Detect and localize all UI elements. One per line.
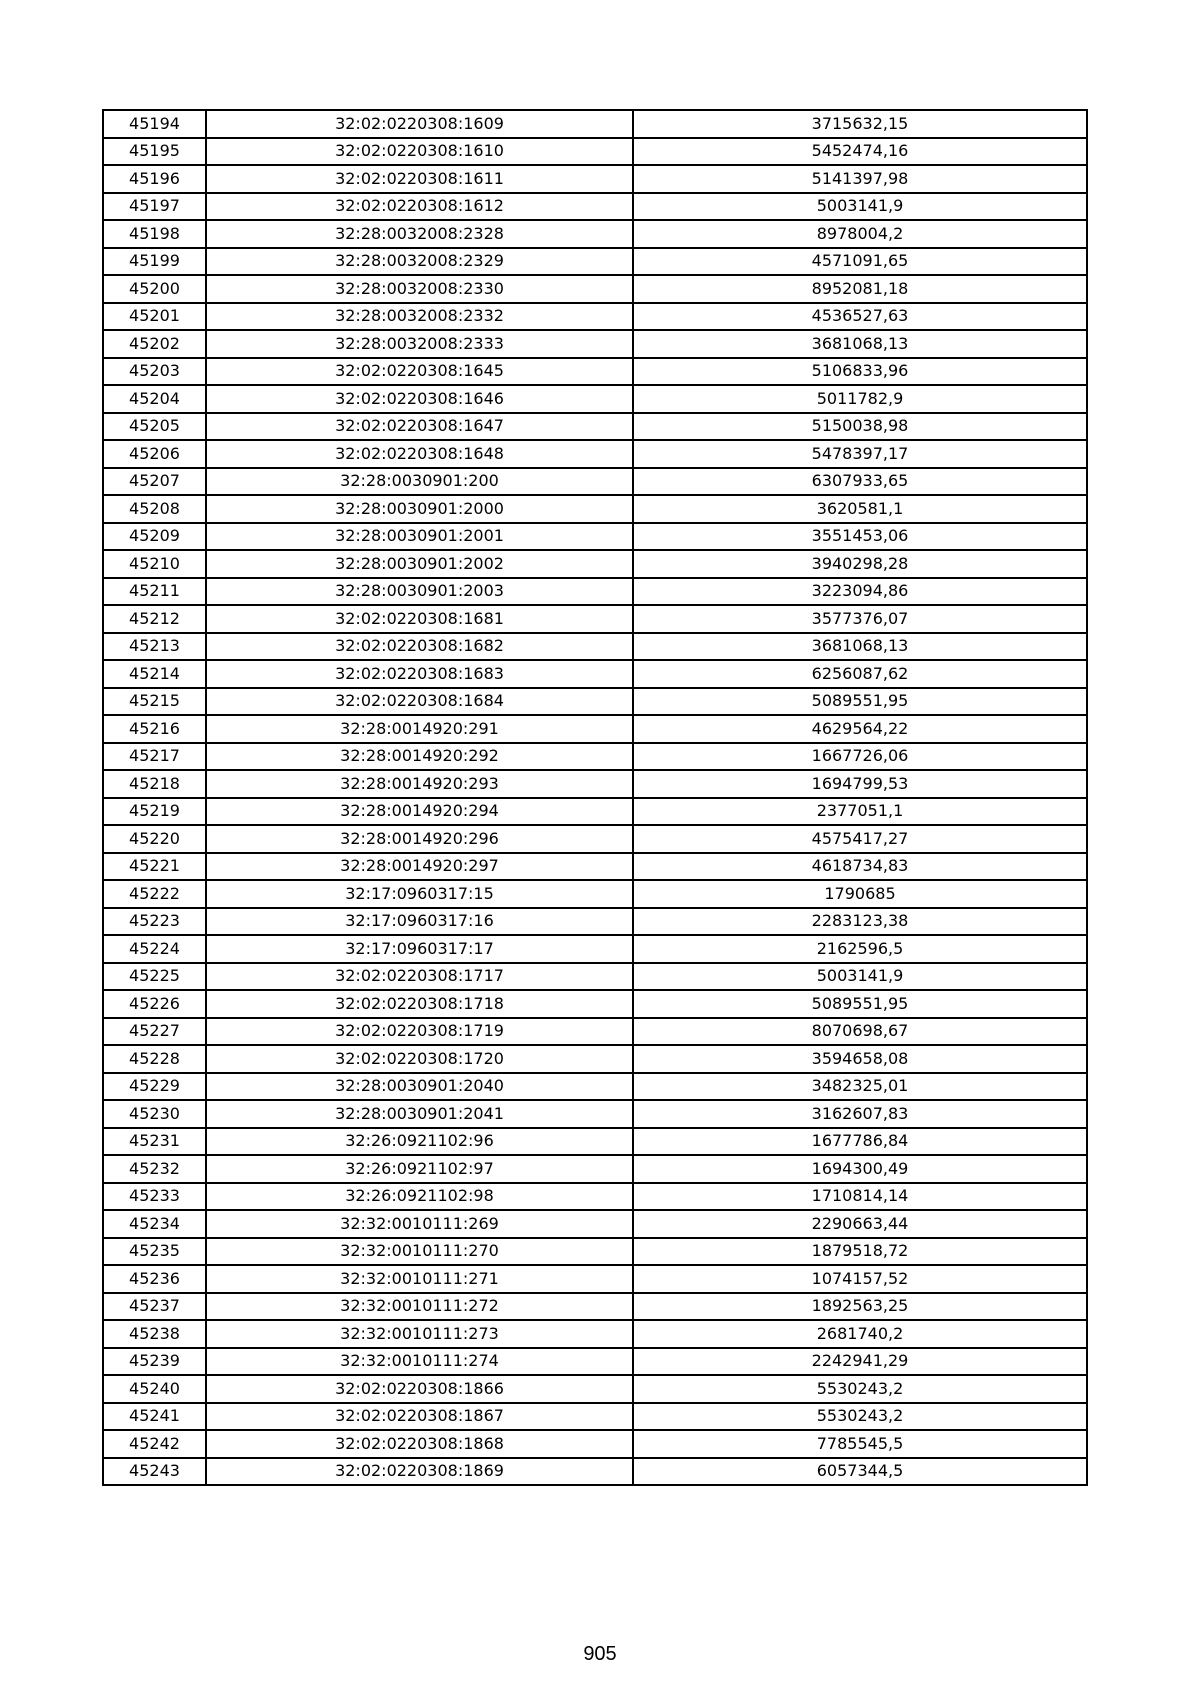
row-number-cell: 45232: [103, 1155, 206, 1183]
row-number-cell: 45235: [103, 1238, 206, 1266]
row-number-cell: 45200: [103, 275, 206, 303]
table-row: [103, 1430, 1087, 1458]
cadastral-number-cell: 32:02:0220308:1648: [206, 440, 633, 468]
row-number-cell: 45194: [103, 110, 206, 138]
row-number-cell: 45230: [103, 1100, 206, 1128]
cadastral-number-cell: 32:02:0220308:1647: [206, 413, 633, 441]
cadastral-number-cell: 32:32:0010111:270: [206, 1238, 633, 1266]
cadastral-number-cell: 32:02:0220308:1610: [206, 138, 633, 166]
table-row: [103, 1045, 1087, 1073]
row-number-cell: 45237: [103, 1293, 206, 1321]
row-number-cell: 45204: [103, 385, 206, 413]
cadastral-number-cell: 32:28:0032008:2330: [206, 275, 633, 303]
table-row: [103, 1128, 1087, 1156]
cadastral-number-cell: 32:28:0014920:293: [206, 770, 633, 798]
cadastral-number-cell: 32:02:0220308:1717: [206, 963, 633, 991]
value-cell: 1694799,53: [633, 770, 1087, 798]
row-number-cell: 45201: [103, 303, 206, 331]
value-cell: 1892563,25: [633, 1293, 1087, 1321]
table-row: [103, 1265, 1087, 1293]
value-cell: 5530243,2: [633, 1403, 1087, 1431]
value-cell: 8978004,2: [633, 220, 1087, 248]
table-body: [103, 110, 1087, 1485]
cadastral-number-cell: 32:32:0010111:269: [206, 1210, 633, 1238]
value-cell: 3577376,07: [633, 605, 1087, 633]
cadastral-number-cell: 32:02:0220308:1869: [206, 1458, 633, 1486]
value-cell: 6256087,62: [633, 660, 1087, 688]
value-cell: 3940298,28: [633, 550, 1087, 578]
table-row: [103, 1210, 1087, 1238]
cadastral-number-cell: 32:28:0014920:292: [206, 743, 633, 771]
cadastral-number-cell: 32:17:0960317:16: [206, 908, 633, 936]
cadastral-number-cell: 32:02:0220308:1720: [206, 1045, 633, 1073]
row-number-cell: 45222: [103, 880, 206, 908]
table-row: [103, 1183, 1087, 1211]
value-cell: 2162596,5: [633, 935, 1087, 963]
table-row: [103, 1375, 1087, 1403]
table-row: [103, 963, 1087, 991]
value-cell: 1667726,06: [633, 743, 1087, 771]
value-cell: 5530243,2: [633, 1375, 1087, 1403]
cadastral-number-cell: 32:26:0921102:96: [206, 1128, 633, 1156]
table-row: [103, 1100, 1087, 1128]
cadastral-number-cell: 32:17:0960317:15: [206, 880, 633, 908]
row-number-cell: 45223: [103, 908, 206, 936]
table-row: [103, 825, 1087, 853]
value-cell: 5003141,9: [633, 193, 1087, 221]
cadastral-number-cell: 32:02:0220308:1681: [206, 605, 633, 633]
table-row: [103, 578, 1087, 606]
cadastral-number-cell: 32:02:0220308:1612: [206, 193, 633, 221]
cadastral-number-cell: 32:28:0032008:2332: [206, 303, 633, 331]
row-number-cell: 45196: [103, 165, 206, 193]
row-number-cell: 45197: [103, 193, 206, 221]
table-row: [103, 908, 1087, 936]
table-row: [103, 880, 1087, 908]
value-cell: 5011782,9: [633, 385, 1087, 413]
table-row: [103, 1320, 1087, 1348]
cadastral-number-cell: 32:28:0014920:291: [206, 715, 633, 743]
value-cell: 5089551,95: [633, 990, 1087, 1018]
table-row: [103, 688, 1087, 716]
row-number-cell: 45213: [103, 633, 206, 661]
table-row: [103, 1403, 1087, 1431]
value-cell: 1694300,49: [633, 1155, 1087, 1183]
value-cell: 7785545,5: [633, 1430, 1087, 1458]
table-row: [103, 798, 1087, 826]
row-number-cell: 45212: [103, 605, 206, 633]
value-cell: 3620581,1: [633, 495, 1087, 523]
value-cell: 1879518,72: [633, 1238, 1087, 1266]
table-row: [103, 330, 1087, 358]
table-row: [103, 1458, 1087, 1486]
cadastral-number-cell: 32:28:0030901:200: [206, 468, 633, 496]
table-row: [103, 275, 1087, 303]
value-cell: 5141397,98: [633, 165, 1087, 193]
value-cell: 1677786,84: [633, 1128, 1087, 1156]
value-cell: 1710814,14: [633, 1183, 1087, 1211]
row-number-cell: 45239: [103, 1348, 206, 1376]
value-cell: 5150038,98: [633, 413, 1087, 441]
cadastral-number-cell: 32:26:0921102:97: [206, 1155, 633, 1183]
value-cell: 8070698,67: [633, 1018, 1087, 1046]
cadastral-number-cell: 32:28:0030901:2000: [206, 495, 633, 523]
cadastral-number-cell: 32:02:0220308:1867: [206, 1403, 633, 1431]
value-cell: 4571091,65: [633, 248, 1087, 276]
row-number-cell: 45238: [103, 1320, 206, 1348]
cadastral-number-cell: 32:32:0010111:271: [206, 1265, 633, 1293]
row-number-cell: 45229: [103, 1073, 206, 1101]
value-cell: 2681740,2: [633, 1320, 1087, 1348]
value-cell: 3681068,13: [633, 330, 1087, 358]
cadastral-number-cell: 32:17:0960317:17: [206, 935, 633, 963]
table-row: [103, 138, 1087, 166]
row-number-cell: 45211: [103, 578, 206, 606]
value-cell: 3551453,06: [633, 523, 1087, 551]
row-number-cell: 45216: [103, 715, 206, 743]
value-cell: 5003141,9: [633, 963, 1087, 991]
row-number-cell: 45215: [103, 688, 206, 716]
table-row: [103, 110, 1087, 138]
value-cell: 5089551,95: [633, 688, 1087, 716]
table-row: [103, 523, 1087, 551]
table-row: [103, 220, 1087, 248]
table-row: [103, 743, 1087, 771]
table-row: [103, 1155, 1087, 1183]
value-cell: 4575417,27: [633, 825, 1087, 853]
value-cell: 3482325,01: [633, 1073, 1087, 1101]
value-cell: 3715632,15: [633, 110, 1087, 138]
row-number-cell: 45243: [103, 1458, 206, 1486]
value-cell: 3594658,08: [633, 1045, 1087, 1073]
cadastral-number-cell: 32:32:0010111:273: [206, 1320, 633, 1348]
cadastral-number-cell: 32:02:0220308:1868: [206, 1430, 633, 1458]
cadastral-number-cell: 32:02:0220308:1718: [206, 990, 633, 1018]
row-number-cell: 45221: [103, 853, 206, 881]
row-number-cell: 45228: [103, 1045, 206, 1073]
cadastral-number-cell: 32:28:0014920:296: [206, 825, 633, 853]
value-cell: 6307933,65: [633, 468, 1087, 496]
table-row: [103, 358, 1087, 386]
table-row: [103, 660, 1087, 688]
table-row: [103, 1293, 1087, 1321]
table-row: [103, 1238, 1087, 1266]
value-cell: 5478397,17: [633, 440, 1087, 468]
row-number-cell: 45233: [103, 1183, 206, 1211]
row-number-cell: 45206: [103, 440, 206, 468]
table-row: [103, 468, 1087, 496]
cadastral-number-cell: 32:02:0220308:1719: [206, 1018, 633, 1046]
cadastral-number-cell: 32:02:0220308:1609: [206, 110, 633, 138]
value-cell: 2242941,29: [633, 1348, 1087, 1376]
table-row: [103, 550, 1087, 578]
row-number-cell: 45242: [103, 1430, 206, 1458]
row-number-cell: 45195: [103, 138, 206, 166]
table-row: [103, 385, 1087, 413]
row-number-cell: 45218: [103, 770, 206, 798]
row-number-cell: 45231: [103, 1128, 206, 1156]
cadastral-number-cell: 32:28:0032008:2329: [206, 248, 633, 276]
cadastral-number-cell: 32:28:0032008:2328: [206, 220, 633, 248]
cadastral-number-cell: 32:28:0014920:297: [206, 853, 633, 881]
table-row: [103, 248, 1087, 276]
row-number-cell: 45236: [103, 1265, 206, 1293]
value-cell: 4629564,22: [633, 715, 1087, 743]
cadastral-number-cell: 32:28:0030901:2001: [206, 523, 633, 551]
row-number-cell: 45207: [103, 468, 206, 496]
row-number-cell: 45241: [103, 1403, 206, 1431]
table-row: [103, 853, 1087, 881]
cadastral-number-cell: 32:02:0220308:1646: [206, 385, 633, 413]
cadastral-number-cell: 32:02:0220308:1682: [206, 633, 633, 661]
table-row: [103, 715, 1087, 743]
row-number-cell: 45224: [103, 935, 206, 963]
row-number-cell: 45219: [103, 798, 206, 826]
row-number-cell: 45202: [103, 330, 206, 358]
table-row: [103, 990, 1087, 1018]
table-row: [103, 440, 1087, 468]
cadastral-number-cell: 32:28:0030901:2041: [206, 1100, 633, 1128]
value-cell: 1074157,52: [633, 1265, 1087, 1293]
table-row: [103, 193, 1087, 221]
table-row: [103, 633, 1087, 661]
cadastral-number-cell: 32:02:0220308:1683: [206, 660, 633, 688]
registry-table: [102, 109, 1088, 1486]
cadastral-number-cell: 32:26:0921102:98: [206, 1183, 633, 1211]
value-cell: 2283123,38: [633, 908, 1087, 936]
value-cell: 1790685: [633, 880, 1087, 908]
cadastral-number-cell: 32:28:0030901:2040: [206, 1073, 633, 1101]
row-number-cell: 45214: [103, 660, 206, 688]
value-cell: 4618734,83: [633, 853, 1087, 881]
row-number-cell: 45209: [103, 523, 206, 551]
table-row: [103, 495, 1087, 523]
value-cell: 6057344,5: [633, 1458, 1087, 1486]
table-row: [103, 605, 1087, 633]
cadastral-number-cell: 32:32:0010111:274: [206, 1348, 633, 1376]
row-number-cell: 45205: [103, 413, 206, 441]
cadastral-number-cell: 32:32:0010111:272: [206, 1293, 633, 1321]
cadastral-number-cell: 32:28:0030901:2002: [206, 550, 633, 578]
value-cell: 2377051,1: [633, 798, 1087, 826]
row-number-cell: 45203: [103, 358, 206, 386]
cadastral-number-cell: 32:28:0014920:294: [206, 798, 633, 826]
row-number-cell: 45226: [103, 990, 206, 1018]
table-row: [103, 1018, 1087, 1046]
row-number-cell: 45225: [103, 963, 206, 991]
row-number-cell: 45210: [103, 550, 206, 578]
value-cell: 2290663,44: [633, 1210, 1087, 1238]
value-cell: 4536527,63: [633, 303, 1087, 331]
cadastral-number-cell: 32:02:0220308:1611: [206, 165, 633, 193]
value-cell: 5106833,96: [633, 358, 1087, 386]
value-cell: 3223094,86: [633, 578, 1087, 606]
cadastral-number-cell: 32:02:0220308:1684: [206, 688, 633, 716]
table-row: [103, 303, 1087, 331]
row-number-cell: 45240: [103, 1375, 206, 1403]
table-row: [103, 1073, 1087, 1101]
table-row: [103, 1348, 1087, 1376]
row-number-cell: 45198: [103, 220, 206, 248]
cadastral-number-cell: 32:02:0220308:1866: [206, 1375, 633, 1403]
page-number: 905: [583, 1643, 617, 1665]
row-number-cell: 45227: [103, 1018, 206, 1046]
row-number-cell: 45220: [103, 825, 206, 853]
value-cell: 8952081,18: [633, 275, 1087, 303]
value-cell: 3162607,83: [633, 1100, 1087, 1128]
table-row: [103, 770, 1087, 798]
row-number-cell: 45199: [103, 248, 206, 276]
row-number-cell: 45234: [103, 1210, 206, 1238]
row-number-cell: 45208: [103, 495, 206, 523]
value-cell: 3681068,13: [633, 633, 1087, 661]
cadastral-number-cell: 32:28:0030901:2003: [206, 578, 633, 606]
table-row: [103, 935, 1087, 963]
table-row: [103, 413, 1087, 441]
value-cell: 5452474,16: [633, 138, 1087, 166]
cadastral-number-cell: 32:02:0220308:1645: [206, 358, 633, 386]
table-row: [103, 165, 1087, 193]
row-number-cell: 45217: [103, 743, 206, 771]
cadastral-number-cell: 32:28:0032008:2333: [206, 330, 633, 358]
